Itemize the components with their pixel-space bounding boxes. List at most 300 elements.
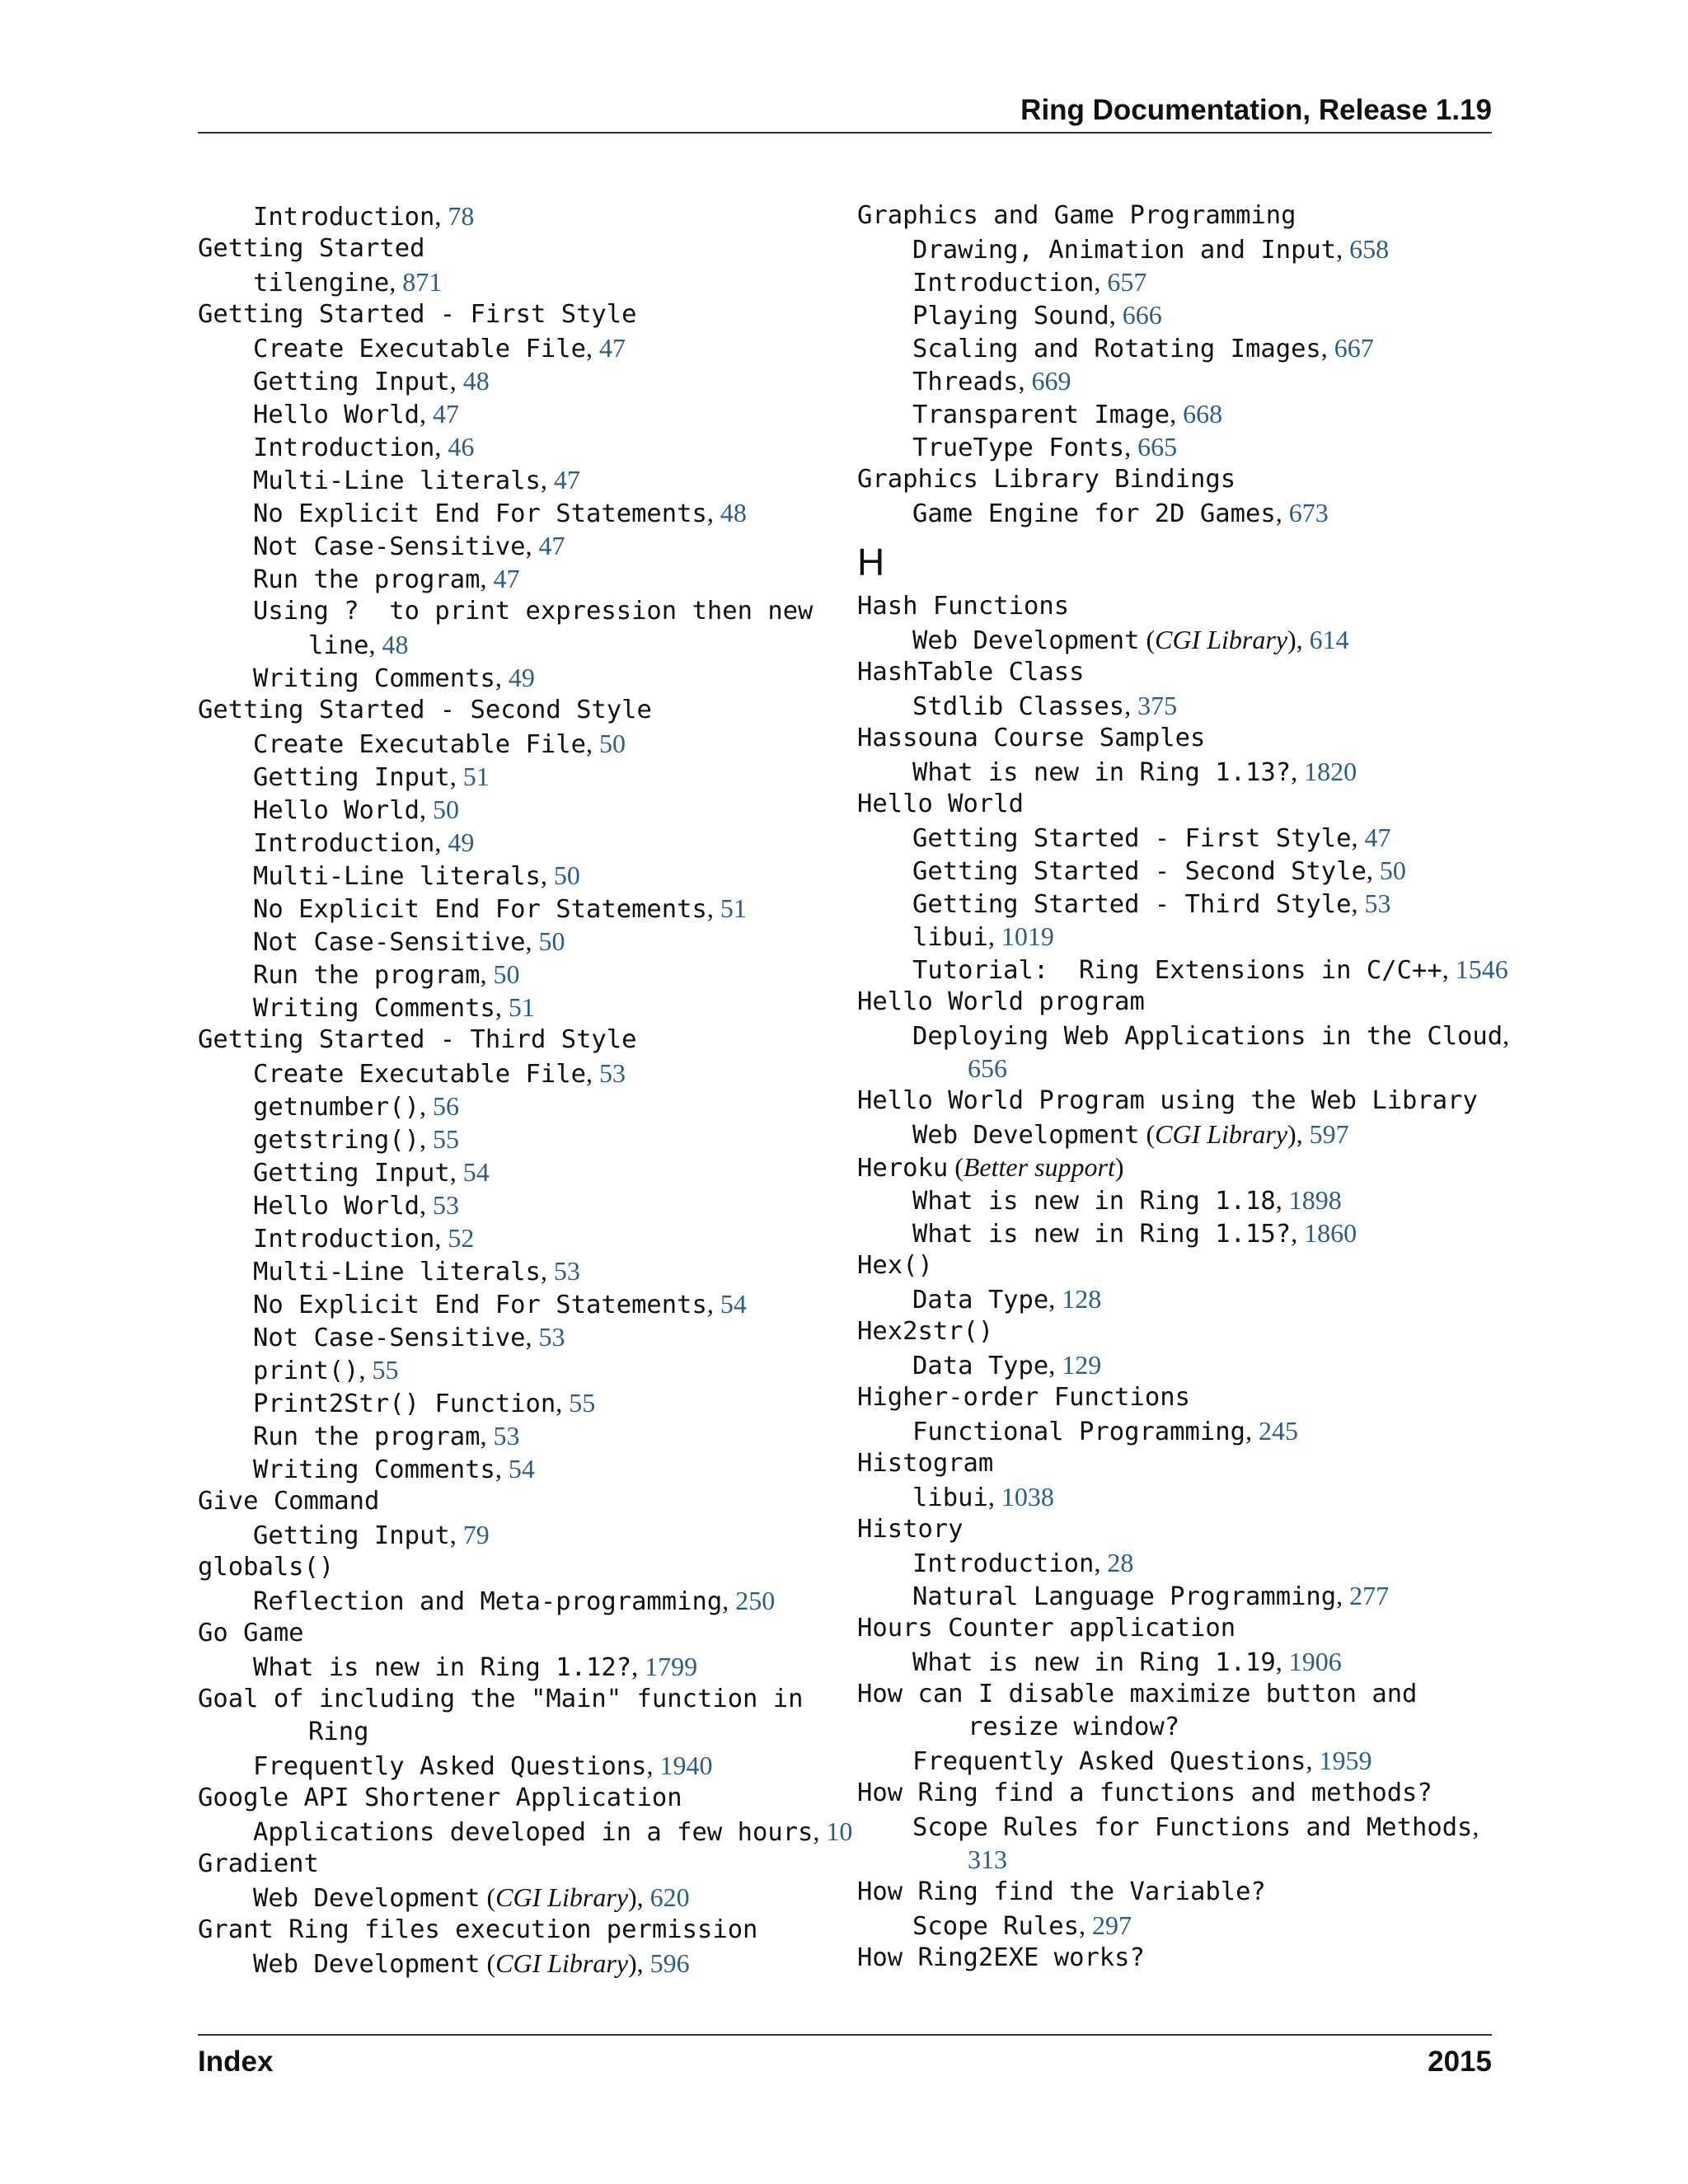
entry-text: Gradient [198, 1849, 319, 1878]
index-subentry [857, 1843, 1500, 1876]
page-link[interactable]: 620 [649, 1882, 690, 1912]
entry-paren: ( [948, 1152, 964, 1182]
entry-text: Transparent Image [912, 401, 1170, 429]
page-link[interactable]: 658 [1349, 234, 1390, 264]
entry-separator: , [1351, 888, 1365, 918]
index-subentry [198, 1287, 849, 1320]
page-link[interactable]: 51 [508, 992, 535, 1022]
page-link[interactable]: 656 [968, 1053, 1007, 1083]
entry-text: Create Executable File [253, 335, 586, 363]
index-subentry [857, 1183, 1500, 1216]
page-link[interactable]: 47 [493, 564, 520, 593]
entry-text: Print2Str() Function [253, 1390, 556, 1418]
index-subentry [857, 755, 1500, 788]
entry-paren: ) [628, 1948, 637, 1978]
entry-text: Natural Language Programming [912, 1582, 1337, 1611]
entry-text: Drawing, Animation and Input [912, 236, 1337, 265]
entry-text: Playing Sound [912, 302, 1109, 330]
page-link[interactable]: 78 [448, 201, 475, 231]
page-link[interactable]: 597 [1309, 1119, 1349, 1149]
entry-text: Functional Programming [912, 1418, 1245, 1446]
entry-text: Getting Started - Third Style [198, 1025, 637, 1054]
index-subentry [198, 562, 849, 595]
entry-separator: , [1291, 1218, 1305, 1248]
entry-text: Writing Comments [253, 1455, 495, 1484]
index-term [198, 1683, 849, 1716]
page-number: 2015 [1428, 2046, 1492, 2078]
entry-text: Frequently Asked Questions [253, 1752, 647, 1781]
page-link[interactable]: 668 [1183, 399, 1223, 429]
entry-text: Not Case-Sensitive [253, 532, 526, 561]
page-link[interactable]: 128 [1062, 1284, 1102, 1314]
entry-separator: , [480, 1421, 494, 1451]
entry-separator: , [987, 921, 1001, 951]
entry-text: Web Development [253, 1950, 481, 1979]
entry-text: Hello World [253, 401, 420, 429]
entry-text: No Explicit End For Statements [253, 1291, 707, 1319]
page-link[interactable]: 53 [538, 1322, 565, 1352]
index-subentry [198, 958, 849, 991]
page-link[interactable]: 1820 [1304, 757, 1357, 786]
index-subentry [198, 826, 849, 859]
index-subentry [857, 1282, 1500, 1315]
index-subentry [857, 496, 1500, 529]
page-link[interactable]: 79 [462, 1520, 490, 1549]
index-term [857, 1678, 1500, 1711]
entry-text: Getting Input [253, 763, 450, 792]
page-link[interactable]: 54 [508, 1454, 535, 1483]
index-subentry [198, 661, 849, 694]
index-subentry [198, 1419, 849, 1452]
entry-paren: ( [1139, 1119, 1156, 1149]
index-subentry [857, 397, 1500, 430]
index-subentry [857, 1546, 1500, 1579]
page-link[interactable]: 657 [1107, 267, 1147, 297]
entry-separator: , [1124, 691, 1138, 720]
page-link[interactable]: 55 [372, 1355, 399, 1385]
entry-text: Getting Started - Second Style [912, 857, 1367, 886]
entry-text: Introduction [253, 1225, 435, 1254]
entry-separator: , [1306, 1746, 1320, 1775]
entry-text: How Ring find a functions and methods? [857, 1779, 1432, 1807]
index-subentry [857, 1118, 1500, 1151]
entry-text: Getting Input [253, 1521, 450, 1550]
index-term [198, 1914, 849, 1947]
entry-separator: , [1472, 1811, 1479, 1841]
index-subentry [198, 397, 849, 430]
index-column-right [857, 199, 1510, 1975]
index-subentry [198, 1881, 849, 1914]
index-subentry [198, 925, 849, 958]
entry-text: Hassouna Course Samples [857, 724, 1206, 752]
entry-text: What is new in Ring 1.13? [912, 758, 1292, 787]
page-link[interactable]: 55 [433, 1124, 459, 1154]
index-term [198, 1551, 849, 1584]
entry-text: Writing Comments [253, 664, 495, 693]
page-link[interactable]: 1038 [1001, 1482, 1054, 1511]
index-term [198, 1617, 849, 1650]
entry-separator: , [631, 1652, 645, 1681]
entry-text: Threads [912, 368, 1019, 396]
entry-text: Scaling and Rotating Images [912, 335, 1321, 363]
entry-separator: , [420, 1091, 433, 1121]
page-link[interactable]: 50 [538, 926, 565, 956]
entry-separator: , [1109, 300, 1123, 330]
entry-separator: , [1296, 1119, 1310, 1149]
entry-text: Go Game [198, 1619, 304, 1647]
entry-paren: ) [628, 1882, 637, 1912]
index-term [857, 1777, 1500, 1810]
page-link[interactable]: 245 [1258, 1416, 1298, 1446]
index-term [857, 1151, 1500, 1183]
entry-note: CGI Library [1155, 625, 1288, 654]
index-subentry [198, 1518, 849, 1551]
index-subentry [198, 1353, 849, 1386]
index-subentry [198, 1650, 849, 1683]
index-subentry [198, 1584, 849, 1617]
entry-text: resize window? [968, 1713, 1180, 1741]
page-link[interactable]: 1546 [1455, 954, 1508, 984]
entry-text: Getting Started - Second Style [198, 696, 652, 724]
page-link[interactable]: 47 [433, 399, 459, 429]
entry-separator: , [525, 531, 539, 560]
entry-separator: , [646, 1750, 660, 1780]
entry-separator: , [1275, 1647, 1289, 1676]
entry-text: Data Type [912, 1286, 1049, 1315]
page-link[interactable]: 53 [553, 1256, 580, 1286]
index-subentry [857, 331, 1500, 364]
index-subentry [857, 920, 1500, 953]
page-link[interactable]: 669 [1031, 366, 1071, 396]
entry-paren: ) [1287, 1119, 1296, 1149]
entry-separator: , [636, 1948, 650, 1978]
entry-text: Frequently Asked Questions [912, 1747, 1306, 1776]
index-subentry [857, 1052, 1500, 1085]
entry-text: Hello World program [857, 987, 1145, 1016]
page-link[interactable]: 54 [462, 1157, 490, 1187]
index-section-letter: H [857, 541, 885, 583]
page-link[interactable]: 53 [598, 1058, 626, 1088]
page-link[interactable]: 53 [493, 1421, 520, 1451]
entry-text: Histogram [857, 1449, 994, 1478]
index-subentry [857, 1414, 1500, 1447]
entry-text: Getting Started - Third Style [912, 890, 1352, 919]
entry-separator: , [480, 564, 494, 593]
entry-text: Getting Started [198, 234, 425, 263]
entry-text: Introduction [253, 434, 435, 462]
index-subentry [198, 496, 849, 529]
entry-text: Ring [308, 1718, 369, 1746]
page-link[interactable]: 313 [968, 1844, 1007, 1874]
entry-separator: , [722, 1586, 736, 1615]
page-link[interactable]: 871 [402, 267, 443, 297]
index-term [857, 656, 1500, 689]
entry-text: getnumber() [253, 1093, 420, 1122]
index-subentry [198, 628, 849, 661]
index-term [198, 694, 849, 727]
entry-separator: , [420, 1124, 433, 1154]
index-subentry [198, 793, 849, 826]
entry-text: Hello World [253, 1192, 420, 1221]
entry-separator: , [449, 1520, 463, 1549]
entry-separator: , [1320, 333, 1334, 363]
entry-separator: , [1366, 855, 1380, 885]
index-term [857, 590, 1500, 623]
page-link[interactable]: 47 [1364, 823, 1391, 852]
entry-text: globals() [198, 1553, 335, 1582]
page-link[interactable]: 56 [433, 1091, 459, 1121]
entry-separator: , [420, 1190, 433, 1220]
entry-text: Graphics Library Bindings [857, 465, 1236, 494]
index-term [857, 1513, 1500, 1546]
page-link[interactable]: 673 [1288, 498, 1329, 527]
index-subentry [198, 892, 849, 925]
entry-note: CGI Library [495, 1882, 629, 1912]
entry-separator: , [540, 860, 554, 890]
page-link[interactable]: 10 [826, 1816, 853, 1846]
entry-separator: , [495, 992, 509, 1022]
index-term [198, 1782, 849, 1815]
entry-text: What is new in Ring 1.15? [912, 1220, 1292, 1249]
entry-paren: ) [1114, 1152, 1124, 1182]
page-link[interactable]: 51 [720, 893, 747, 923]
entry-text: Hello World [253, 796, 420, 825]
entry-text: What is new in Ring 1.19 [912, 1648, 1276, 1677]
entry-text: Run the program [253, 961, 481, 990]
page-link[interactable]: 52 [448, 1223, 475, 1253]
index-subentry [198, 1749, 849, 1782]
entry-text: Tutorial: Ring Extensions in C/C++ [912, 956, 1442, 985]
entry-text: Grant Ring files execution permission [198, 1915, 758, 1944]
page-link[interactable]: 47 [553, 465, 580, 494]
page-link[interactable]: 1898 [1288, 1185, 1342, 1215]
entry-text: No Explicit End For Statements [253, 895, 707, 924]
index-subentry [198, 265, 849, 298]
page-link[interactable]: 47 [598, 333, 626, 363]
index-subentry [857, 953, 1508, 986]
footer-section: Index [198, 2046, 274, 2078]
index-term [857, 1447, 1500, 1480]
entry-text: Graphics and Game Programming [857, 201, 1296, 230]
index-subentry [857, 1019, 1510, 1052]
entry-separator: , [1275, 1185, 1289, 1215]
entry-text: Run the program [253, 565, 481, 594]
entry-text: tilengine [253, 269, 390, 298]
page-link[interactable]: 53 [1364, 888, 1391, 918]
entry-separator: , [525, 1322, 539, 1352]
page-link[interactable]: 1959 [1319, 1746, 1372, 1775]
page-link[interactable]: 51 [462, 762, 490, 791]
entry-text: Introduction [253, 203, 435, 232]
entry-text: Introduction [912, 269, 1095, 298]
index-subentry [857, 1711, 1500, 1744]
page-link[interactable]: 50 [433, 794, 459, 824]
entry-text: Hello World [857, 790, 1024, 818]
page-link[interactable]: 375 [1137, 691, 1178, 720]
entry-text: line [308, 631, 369, 660]
entry-text: Heroku [857, 1154, 949, 1183]
entry-text: Introduction [253, 829, 435, 858]
page-link[interactable]: 1860 [1304, 1218, 1357, 1248]
page-link[interactable]: 667 [1334, 333, 1374, 363]
page-link[interactable]: 1019 [1001, 921, 1054, 951]
index-subentry [198, 364, 849, 397]
entry-separator: , [434, 201, 448, 231]
page-link[interactable]: 666 [1122, 300, 1162, 330]
entry-paren: ( [480, 1948, 496, 1978]
entry-separator: , [585, 729, 599, 758]
entry-separator: , [449, 1157, 463, 1187]
index-subentry [198, 529, 849, 562]
document-title: Ring Documentation, Release 1.19 [1020, 94, 1492, 126]
index-subentry [198, 1122, 849, 1155]
entry-separator: , [434, 432, 448, 462]
page-header [198, 89, 1492, 134]
entry-text: No Explicit End For Statements [253, 499, 707, 528]
entry-separator: , [1442, 954, 1456, 984]
page-link[interactable]: 46 [448, 432, 475, 462]
page-link[interactable]: 47 [538, 531, 565, 560]
entry-separator: , [540, 465, 554, 494]
index-column-left [198, 199, 853, 1980]
entry-separator: , [1048, 1350, 1062, 1380]
index-subentry [198, 1254, 849, 1287]
index-subentry [857, 854, 1500, 887]
page-link[interactable]: 277 [1349, 1581, 1390, 1610]
entry-text: Not Case-Sensitive [253, 1324, 526, 1352]
entry-separator: , [1079, 1910, 1092, 1940]
page-link[interactable]: 53 [433, 1190, 459, 1220]
entry-text: Goal of including the "Main" function in [198, 1685, 804, 1713]
index-term [857, 1315, 1500, 1348]
page-link[interactable]: 614 [1309, 625, 1349, 654]
index-subentry [198, 463, 849, 496]
index-term [857, 1876, 1500, 1909]
index-term [857, 1942, 1500, 1975]
entry-separator: , [813, 1816, 827, 1846]
entry-text: What is new in Ring 1.18 [912, 1187, 1276, 1216]
entry-text: Hash Functions [857, 592, 1070, 621]
page-link[interactable]: 297 [1092, 1910, 1132, 1940]
entry-separator: , [480, 959, 494, 989]
entry-separator: , [368, 630, 382, 659]
entry-text: Scope Rules for Functions and Methods [912, 1813, 1473, 1842]
entry-text: Multi-Line literals [253, 466, 541, 495]
page-link[interactable]: 55 [569, 1388, 596, 1418]
index-subentry [198, 595, 849, 628]
index-subentry [857, 1579, 1500, 1612]
entry-separator: , [1503, 1020, 1510, 1050]
page-link[interactable]: 50 [1379, 855, 1406, 885]
page-link[interactable]: 50 [553, 860, 580, 890]
page-link[interactable]: 596 [649, 1948, 690, 1978]
index-subentry [857, 887, 1500, 920]
page-link[interactable]: 28 [1107, 1548, 1134, 1577]
index-subentry [198, 727, 849, 760]
index-term [857, 1085, 1500, 1118]
page-link[interactable]: 665 [1137, 432, 1178, 462]
page-link[interactable]: 49 [448, 827, 475, 857]
index-subentry [857, 1909, 1500, 1942]
entry-text: Higher-order Functions [857, 1383, 1190, 1412]
entry-text: Multi-Line literals [253, 1258, 541, 1286]
entry-separator: , [706, 498, 720, 527]
entry-separator: , [1296, 625, 1310, 654]
entry-separator: , [556, 1388, 570, 1418]
index-term [857, 722, 1500, 755]
page-link[interactable]: 250 [735, 1586, 776, 1615]
entry-text: History [857, 1515, 964, 1544]
entry-text: Not Case-Sensitive [253, 928, 526, 957]
page-link[interactable]: 48 [462, 366, 490, 396]
page-link[interactable]: 48 [382, 630, 409, 659]
entry-text: libui [912, 1483, 988, 1512]
index-term [857, 199, 1500, 232]
page-link[interactable]: 50 [493, 959, 520, 989]
index-subentry [857, 364, 1500, 397]
entry-text: Hex2str() [857, 1317, 994, 1346]
index-subentry [198, 1320, 849, 1353]
entry-separator: , [585, 333, 599, 363]
entry-separator: , [1245, 1416, 1259, 1446]
page-footer [198, 2034, 1492, 2078]
page-link[interactable]: 1799 [645, 1652, 698, 1681]
index-subentry [857, 298, 1500, 331]
entry-text: getstring() [253, 1126, 420, 1155]
entry-separator: , [359, 1355, 373, 1385]
entry-separator: , [636, 1882, 650, 1912]
entry-text: Introduction [912, 1549, 1095, 1578]
entry-text: Hours Counter application [857, 1614, 1236, 1643]
entry-paren: ) [1287, 625, 1296, 654]
index-term [198, 1485, 849, 1518]
entry-separator: , [1336, 1581, 1350, 1610]
page-link[interactable]: 54 [720, 1289, 747, 1319]
entry-separator: , [706, 1289, 720, 1319]
index-subentry [857, 1348, 1500, 1381]
entry-separator: , [525, 926, 539, 956]
entry-separator: , [1094, 1548, 1108, 1577]
entry-text: HashTable Class [857, 658, 1085, 687]
index-subentry [198, 430, 849, 463]
page-link[interactable]: 1940 [659, 1750, 713, 1780]
entry-text: Multi-Line literals [253, 862, 541, 891]
index-subentry [198, 1386, 849, 1419]
index-subentry [198, 1090, 849, 1122]
entry-text: How Ring2EXE works? [857, 1943, 1145, 1972]
entry-note: CGI Library [495, 1948, 629, 1978]
entry-text: Deploying Web Applications in the Cloud [912, 1022, 1503, 1051]
index-subentry [857, 623, 1500, 656]
entry-text: Getting Input [253, 368, 450, 396]
page-link[interactable]: 49 [508, 663, 535, 692]
page-link[interactable]: 48 [720, 498, 747, 527]
page-link[interactable]: 129 [1062, 1350, 1102, 1380]
index-subentry [857, 1216, 1500, 1249]
page-link[interactable]: 1906 [1288, 1647, 1342, 1676]
entry-text: Data Type [912, 1352, 1049, 1380]
index-term [857, 788, 1500, 821]
page-link[interactable]: 50 [598, 729, 626, 758]
index-subentry [198, 859, 849, 892]
index-term [857, 1612, 1500, 1645]
index-subentry [857, 430, 1500, 463]
index-subentry [198, 1716, 849, 1749]
index-term [857, 1381, 1500, 1414]
index-term [857, 986, 1500, 1019]
index-subentry [857, 1810, 1500, 1843]
index-subentry [198, 760, 849, 793]
